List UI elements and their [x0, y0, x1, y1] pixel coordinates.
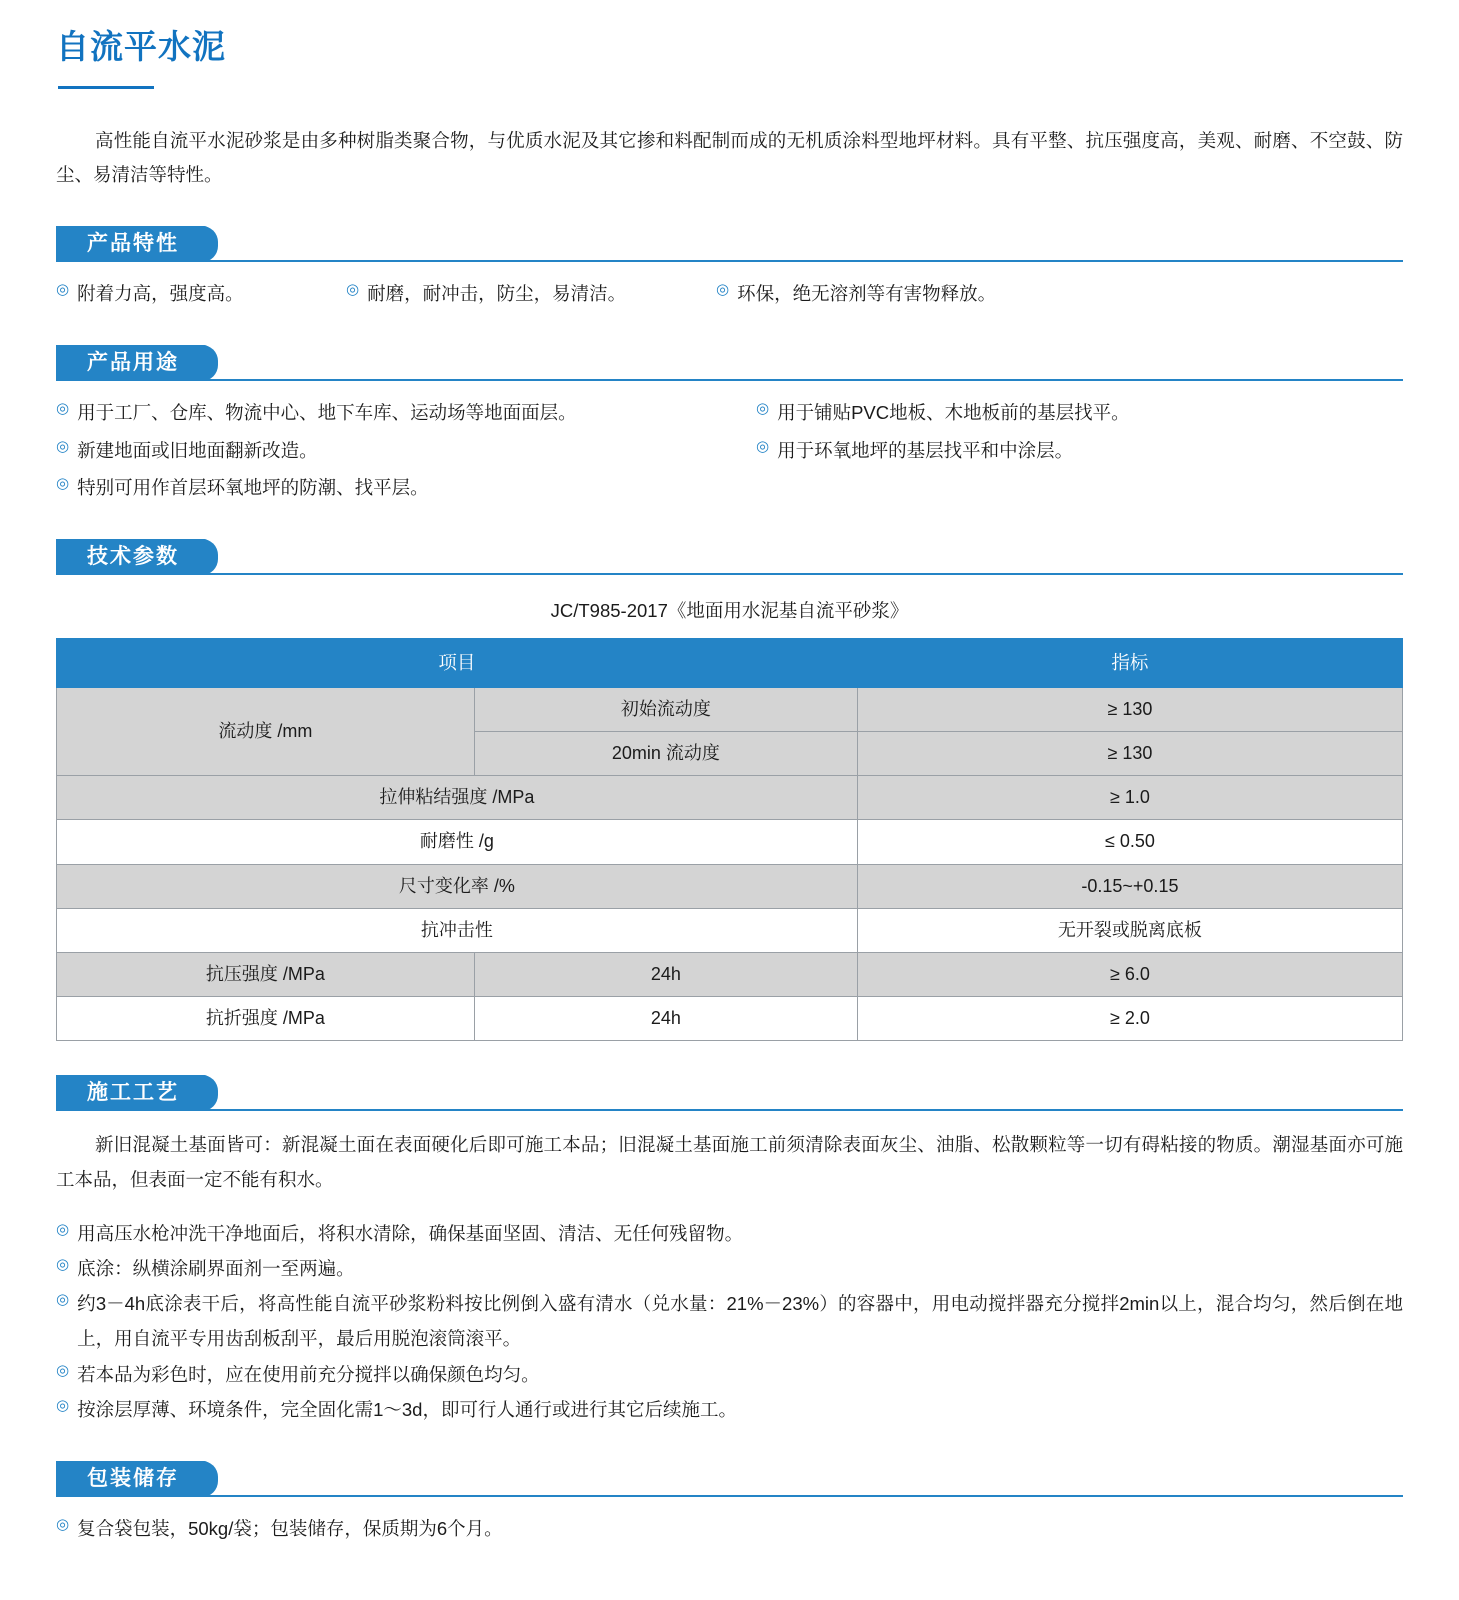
table-row — [57, 864, 1403, 908]
table-header-index: 指标 — [857, 638, 1402, 687]
list-item — [56, 1357, 1403, 1392]
section-header-packaging — [56, 1461, 1403, 1497]
list-item-text: 新建地面或旧地面翻新改造。 — [77, 439, 318, 461]
section-rule — [56, 1495, 1403, 1497]
list-item — [56, 1392, 1403, 1427]
bullet-icon: ◎ — [56, 1291, 70, 1309]
section-process — [56, 1075, 1403, 1427]
table-cell: ≥ 6.0 — [857, 952, 1402, 996]
table-row — [57, 776, 1403, 820]
list-item-text: 按涂层厚薄、环境条件，完全固化需1～3d，即可行人通行或进行其它后续施工。 — [77, 1398, 737, 1420]
intro-text: 高性能自流平水泥砂浆是由多种树脂类聚合物，与优质水泥及其它掺和料配制而成的无机质涂料型地坪材料。具有平整、抗压强度高，美观、耐磨、不空鼓、防尘、易清洁等特性。 — [56, 129, 1403, 186]
table-row — [57, 952, 1403, 996]
list-item — [756, 395, 1403, 430]
section-uses — [56, 345, 1403, 504]
table-row — [57, 687, 1403, 731]
table-cell: 24h — [474, 952, 857, 996]
table-cell: ≥ 130 — [857, 687, 1402, 731]
list-item-text: 附着力高，强度高。 — [77, 283, 244, 305]
list-item-text: 复合袋包装，50kg/袋；包装储存，保质期为6个月。 — [77, 1517, 503, 1539]
section-rule — [56, 379, 1403, 381]
section-rule — [56, 1109, 1403, 1111]
list-item-text: 用高压水枪冲洗干净地面后，将积水清除，确保基面坚固、清洁、无任何残留物。 — [77, 1223, 744, 1245]
table-header-row — [57, 638, 1403, 687]
table-cell: ≤ 0.50 — [857, 820, 1402, 864]
list-item-text: 底涂：纵横涂刷界面剂一至两遍。 — [77, 1258, 355, 1280]
bullet-icon: ◎ — [756, 437, 770, 455]
section-packaging — [56, 1461, 1403, 1546]
list-item — [56, 1511, 1403, 1546]
table-cell: 拉伸粘结强度 /MPa — [57, 776, 858, 820]
spec-table — [56, 638, 1403, 1041]
table-cell: 耐磨性 /g — [57, 820, 858, 864]
features-list — [56, 276, 1403, 311]
list-item-text: 特别可用作首层环氧地坪的防潮、找平层。 — [77, 476, 429, 498]
table-cell: ≥ 1.0 — [857, 776, 1402, 820]
section-title-process: 施工工艺 — [56, 1075, 210, 1111]
section-header-uses — [56, 345, 1403, 381]
section-rule — [56, 573, 1403, 575]
list-item-text: 约3－4h底涂表干后，将高性能自流平砂浆粉料按比例倒入盛有清水（兑水量：21%－23%）的容器中，用电动搅拌器充分搅拌2min以上，混合均匀，然后倒在地上，用自流平专用齿刮板刮平，最后用脱泡滚筒滚平。 — [77, 1293, 1403, 1350]
section-tech — [56, 539, 1403, 1041]
title-underline — [58, 86, 154, 89]
table-cell: 尺寸变化率 /% — [57, 864, 858, 908]
list-item-text: 环保，绝无溶剂等有害物释放。 — [737, 283, 997, 305]
section-header-process — [56, 1075, 1403, 1111]
list-item-text: 用于铺贴PVC地板、木地板前的基层找平。 — [777, 402, 1130, 424]
process-paragraph-text: 新旧混凝土基面皆可：新混凝土面在表面硬化后即可施工本品；旧混凝土基面施工前须清除表面灰尘、油脂、松散颗粒等一切有碍粘接的物质。潮湿基面亦可施工本品，但表面一定不能有积水。 — [56, 1134, 1403, 1191]
table-cell: 抗冲击性 — [57, 908, 858, 952]
bullet-icon: ◎ — [56, 1361, 70, 1379]
section-header-tech — [56, 539, 1403, 575]
page-title: 自流平水泥 — [56, 28, 226, 65]
list-item-text: 用于环氧地坪的基层找平和中涂层。 — [777, 439, 1074, 461]
list-item — [56, 276, 346, 311]
bullet-icon: ◎ — [756, 400, 770, 418]
packaging-list — [56, 1511, 1403, 1546]
list-item — [56, 470, 756, 505]
bullet-icon: ◎ — [56, 1396, 70, 1414]
table-header-item: 项目 — [57, 638, 858, 687]
table-row — [57, 820, 1403, 864]
bullet-icon: ◎ — [716, 281, 730, 299]
list-item-text: 耐磨，耐冲击，防尘，易清洁。 — [367, 283, 627, 305]
table-row — [57, 997, 1403, 1041]
list-item — [56, 1216, 1403, 1251]
bullet-icon: ◎ — [346, 281, 360, 299]
table-cell: 初始流动度 — [474, 687, 857, 731]
section-title-features: 产品特性 — [56, 226, 210, 262]
process-paragraph — [56, 1127, 1403, 1197]
section-features — [56, 226, 1403, 311]
bullet-icon: ◎ — [56, 1515, 70, 1533]
table-cell: 抗压强度 /MPa — [57, 952, 475, 996]
bullet-icon: ◎ — [56, 437, 70, 455]
section-title-tech: 技术参数 — [56, 539, 210, 575]
process-list — [56, 1216, 1403, 1427]
table-cell: 24h — [474, 997, 857, 1041]
section-title-uses: 产品用途 — [56, 345, 210, 381]
list-item — [56, 1286, 1403, 1356]
list-item-text: 用于工厂、仓库、物流中心、地下车库、运动场等地面面层。 — [77, 402, 577, 424]
intro-paragraph — [56, 124, 1403, 192]
list-item-text: 若本品为彩色时，应在使用前充分搅拌以确保颜色均匀。 — [77, 1363, 540, 1385]
section-header-features — [56, 226, 1403, 262]
standard-reference: JC/T985-2017《地面用水泥基自流平砂浆》 — [550, 599, 909, 621]
list-item — [56, 433, 756, 468]
table-cell: 20min 流动度 — [474, 731, 857, 775]
table-cell: ≥ 130 — [857, 731, 1402, 775]
list-item — [56, 1251, 1403, 1286]
table-cell: -0.15~+0.15 — [857, 864, 1402, 908]
list-item — [346, 276, 716, 311]
list-item — [56, 395, 756, 430]
bullet-icon: ◎ — [56, 1256, 70, 1274]
list-item — [716, 276, 996, 311]
table-cell: 无开裂或脱离底板 — [857, 908, 1402, 952]
uses-list — [56, 395, 1403, 504]
section-title-packaging: 包装储存 — [56, 1461, 210, 1497]
bullet-icon: ◎ — [56, 1221, 70, 1239]
bullet-icon: ◎ — [56, 400, 70, 418]
section-rule — [56, 260, 1403, 262]
list-item — [756, 433, 1403, 468]
bullet-icon: ◎ — [56, 281, 70, 299]
table-cell: 抗折强度 /MPa — [57, 997, 475, 1041]
table-row — [57, 908, 1403, 952]
table-cell: 流动度 /mm — [57, 687, 475, 775]
bullet-icon: ◎ — [56, 474, 70, 492]
table-cell: ≥ 2.0 — [857, 997, 1402, 1041]
